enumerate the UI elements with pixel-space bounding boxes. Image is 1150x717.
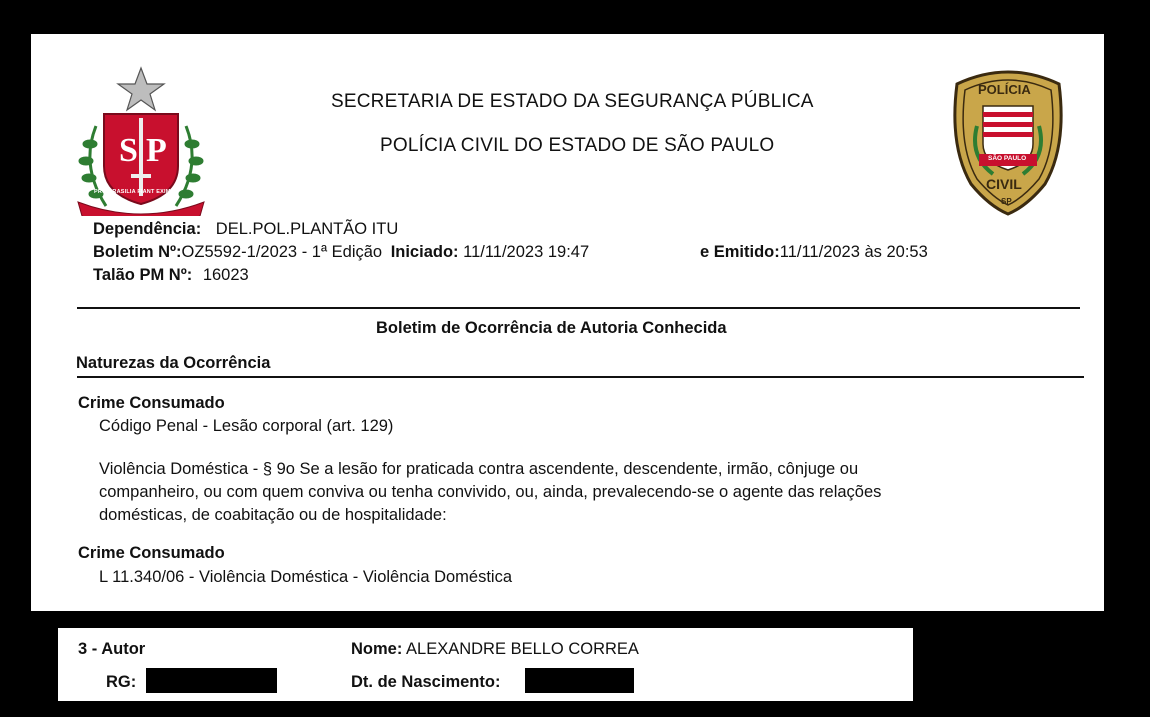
nascimento-redaction-bar xyxy=(525,668,634,693)
document-title: Boletim de Ocorrência de Autoria Conhecida xyxy=(376,319,727,337)
emitido-label: e Emitido: xyxy=(700,243,780,261)
dependencia-line xyxy=(93,220,398,239)
autor-section-label: 3 - Autor xyxy=(78,640,146,658)
autor-nome-value: ALEXANDRE BELLO CORREA xyxy=(406,640,639,658)
seal-motto-text: PRO BRASILIA FIANT EXIMIA xyxy=(94,189,177,195)
crime-1-para-line1: Violência Doméstica - § 9o Se a lesão for praticada contra ascendente, descendente, irmão, cônjuge ou xyxy=(99,460,859,478)
crime-1-line1: Código Penal - Lesão corporal (art. 129) xyxy=(99,417,394,435)
badge-top-text: POLÍCIA xyxy=(978,82,1031,97)
autor-nome-line xyxy=(351,640,639,659)
document-sheet xyxy=(31,34,1104,611)
naturezas-heading: Naturezas da Ocorrência xyxy=(76,354,271,372)
badge-foot-text: SP xyxy=(1001,197,1012,206)
crime-1-heading: Crime Consumado xyxy=(78,394,225,412)
autor-rg-label: RG: xyxy=(106,673,137,691)
talao-label: Talão PM Nº: xyxy=(93,266,193,284)
badge-middle-text: SÃO PAULO xyxy=(988,155,1027,162)
svg-text:S: S xyxy=(119,132,138,169)
emitido-line xyxy=(700,243,928,262)
emitido-value: 11/11/2023 às 20:53 xyxy=(779,243,928,261)
rg-redaction-bar xyxy=(146,668,277,693)
header-secretaria: SECRETARIA DE ESTADO DA SEGURANÇA PÚBLICA xyxy=(331,91,814,112)
crime-2-heading: Crime Consumado xyxy=(78,544,225,562)
autor-section xyxy=(58,628,913,701)
crime-1-para-line2: companheiro, ou com quem conviva ou tenha convivido, ou, ainda, prevalecendo-se o agente das relações xyxy=(99,483,882,501)
boletim-line xyxy=(93,243,589,262)
divider-naturezas xyxy=(77,376,1084,378)
header-policia-civil: POLÍCIA CIVIL DO ESTADO DE SÃO PAULO xyxy=(380,135,775,156)
talao-line xyxy=(93,266,249,285)
autor-nascimento-label: Dt. de Nascimento: xyxy=(351,673,501,691)
boletim-value: OZ5592-1/2023 - 1ª Edição xyxy=(181,243,383,261)
crime-1-para-line3: domésticas, de coabitação ou de hospitalidade: xyxy=(99,506,447,524)
autor-nome-label: Nome: xyxy=(351,640,403,658)
iniciado-label: Iniciado: xyxy=(390,243,459,261)
iniciado-value: 11/11/2023 19:47 xyxy=(463,243,590,261)
badge-bottom-text: CIVIL xyxy=(986,176,1022,192)
crime-2-line1: L 11.340/06 - Violência Doméstica - Violência Doméstica xyxy=(99,568,513,586)
talao-value: 16023 xyxy=(202,266,249,284)
dependencia-label: Dependência: xyxy=(93,220,202,238)
svg-text:P: P xyxy=(146,132,167,169)
dependencia-value: DEL.POL.PLANTÃO ITU xyxy=(215,220,399,238)
divider-top xyxy=(77,307,1080,309)
boletim-label: Boletim Nº: xyxy=(93,243,182,261)
